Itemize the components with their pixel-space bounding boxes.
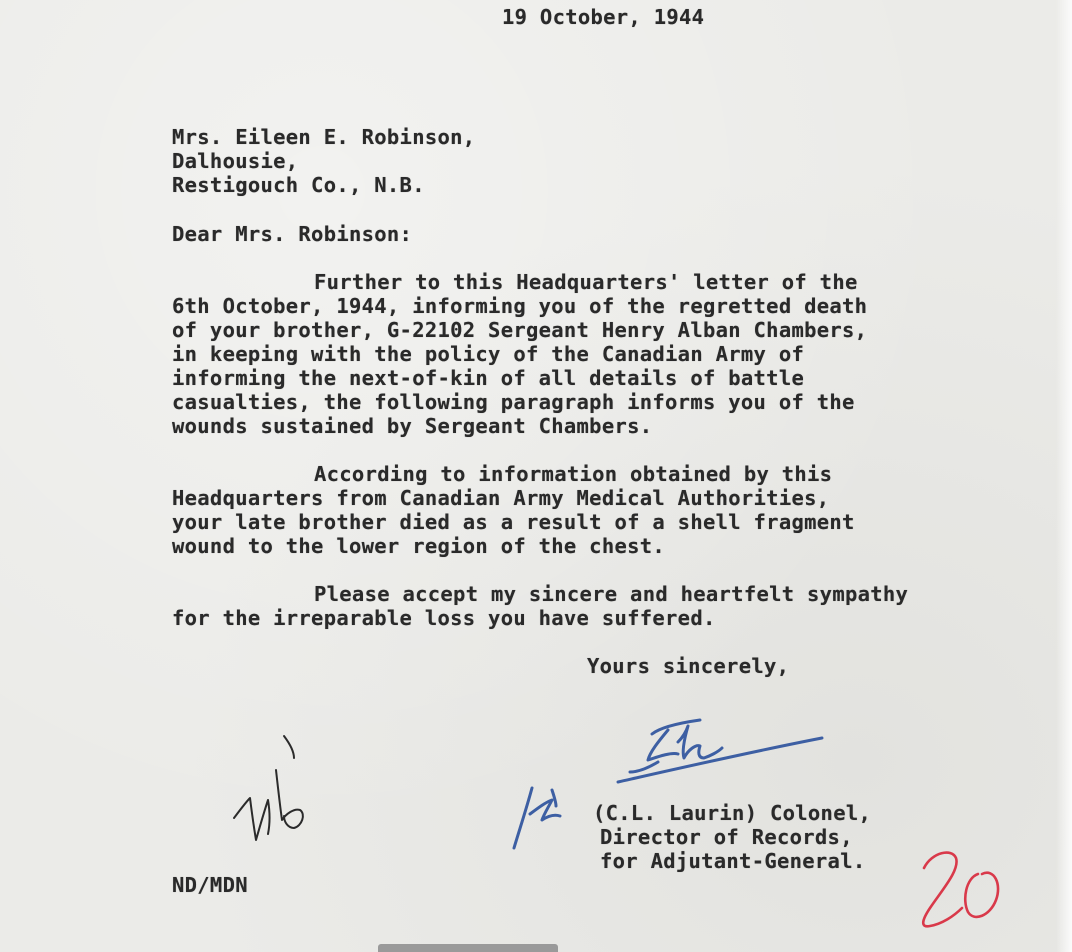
red-handwritten-number [912,838,1012,934]
signature-handwritten [600,712,830,792]
page-edge [1056,0,1072,952]
paragraph-1 [172,270,867,438]
paragraph-line: of your brother, G-22102 Sergeant Henry Alban Chambers, [172,318,868,342]
paragraph-line: casualties, the following paragraph informs you of the [172,390,855,414]
paragraph-3 [172,582,908,630]
paragraph-line: wound to the lower region of the chest. [172,534,666,558]
recipient-county: Restigouch Co., N.B. [172,173,425,197]
paragraph-line: Please accept my sincere and heartfelt sympathy [314,582,909,606]
paragraph-line: Further to this Headquarters' letter of the [314,270,858,294]
paragraph-line: your late brother died as a result of a shell fragment [172,510,855,534]
viewer-scrollbar[interactable] [378,944,558,952]
salutation: Dear Mrs. Robinson: [172,222,413,246]
reference-initials: ND/MDN [172,873,248,897]
recipient-name: Mrs. Eileen E. Robinson, [172,125,476,149]
paragraph-line: in keeping with the policy of the Canadian Army of [172,342,805,366]
letter-date: 19 October, 1944 [502,5,705,29]
paragraph-line: for the irreparable loss you have suffered. [172,606,716,630]
paragraph-line: wounds sustained by Sergeant Chambers. [172,414,653,438]
pencil-initials [228,730,318,850]
signatory-title: Director of Records, [600,825,853,849]
paragraph-line: 6th October, 1944, informing you of the regretted death [172,294,868,318]
paragraph-line: According to information obtained by this [314,462,833,486]
paragraph-2 [172,462,855,558]
paragraph-line: informing the next-of-kin of all details of battle [172,366,805,390]
paragraph-line: Headquarters from Canadian Army Medical Authorities, [172,486,830,510]
signatory-name: (C.L. Laurin) Colonel, [593,801,872,825]
closing: Yours sincerely, [587,654,790,678]
recipient-town: Dalhousie, [172,149,299,173]
initial-mark [508,784,568,856]
signatory-for: for Adjutant-General. [600,849,866,873]
